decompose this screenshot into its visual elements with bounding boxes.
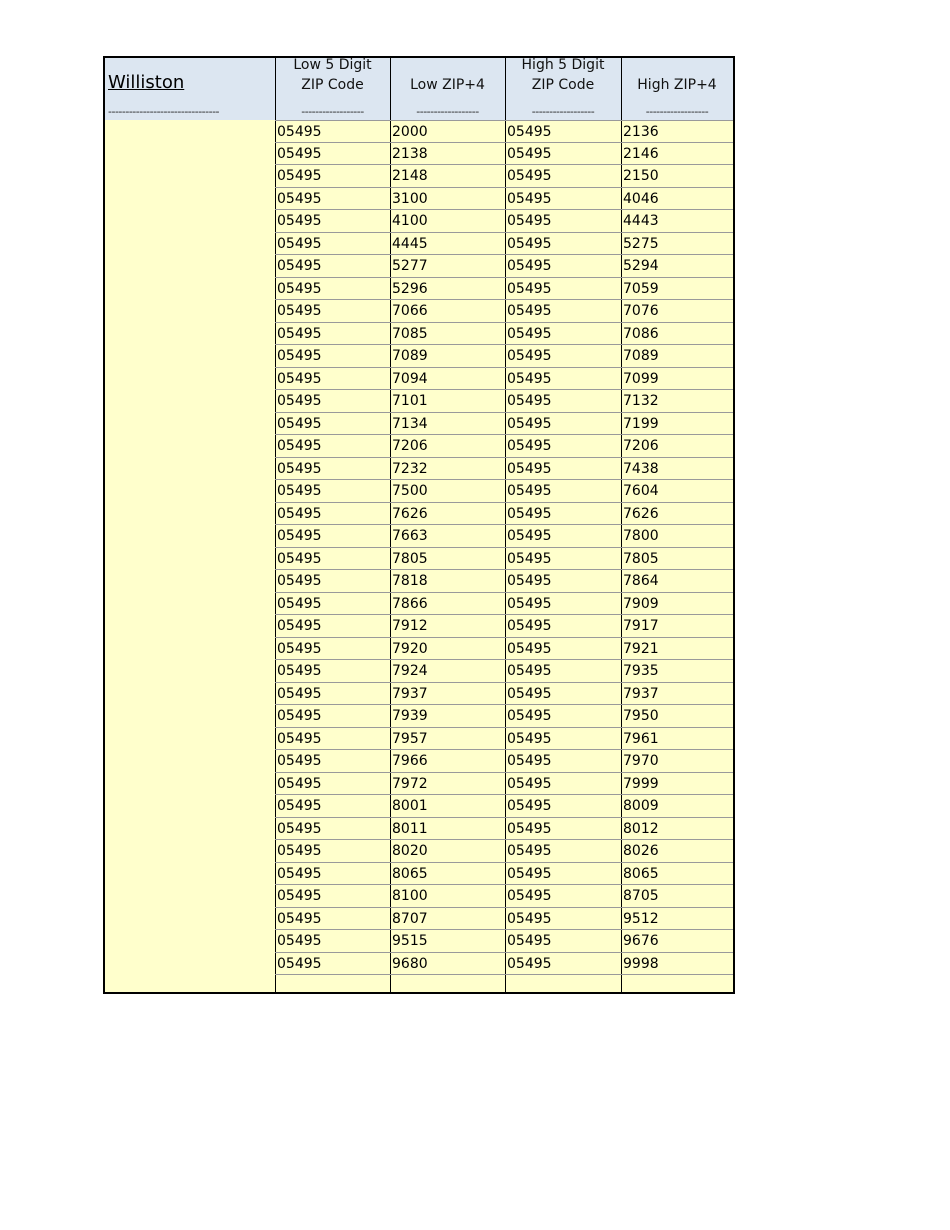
- low-zip4-cell: 2148: [392, 168, 428, 184]
- high-zip-cell: 05495: [507, 685, 552, 702]
- low-zip4-cell: 2000: [392, 124, 428, 140]
- header-dash-rule: ------------------: [416, 105, 479, 118]
- high-zip-cell: 05495: [507, 303, 552, 319]
- high-zip-cell: 05495: [507, 618, 552, 634]
- high-zip4-cell: 7086: [623, 325, 659, 342]
- high-zip-cell: 05495: [507, 865, 552, 882]
- high-zip4-cell: 7206: [623, 438, 659, 454]
- low-zip4-cell: 7085: [392, 325, 428, 342]
- table-row: [275, 683, 733, 706]
- table-row: [275, 818, 733, 841]
- table-row: [275, 458, 733, 481]
- low-zip-cell: 05495: [277, 124, 322, 140]
- high-zip-cell: 05495: [507, 415, 552, 432]
- table-row: [275, 773, 733, 796]
- high-zip4-cell: 7864: [623, 573, 659, 589]
- low-zip4-cell: 5296: [392, 280, 428, 297]
- table-row: [275, 165, 733, 188]
- high-zip4-cell: 7917: [623, 618, 659, 634]
- high-zip4-cell: 7937: [623, 685, 659, 702]
- high-zip-cell: 05495: [507, 280, 552, 297]
- header-city: [105, 58, 275, 120]
- header-label-line1: High 5 Digit: [521, 57, 605, 73]
- high-zip4-cell: 7935: [623, 663, 659, 679]
- high-zip4-cell: 2136: [623, 124, 659, 140]
- high-zip4-cell: 9998: [623, 955, 659, 972]
- low-zip4-cell: 8065: [392, 865, 428, 882]
- low-zip4-cell: 7094: [392, 370, 428, 387]
- low-zip4-cell: 8001: [392, 798, 428, 814]
- low-zip-cell: 05495: [277, 168, 322, 184]
- header-dash-rule: ------------------: [531, 105, 595, 118]
- table-row: [275, 300, 733, 323]
- low-zip4-cell: 8707: [392, 910, 428, 927]
- low-zip-cell: 05495: [277, 528, 322, 544]
- table-row: [275, 930, 733, 953]
- low-zip-cell: 05495: [277, 370, 322, 387]
- low-zip4-cell: 3100: [392, 190, 428, 207]
- table-row: [275, 660, 733, 683]
- low-zip-cell: 05495: [277, 213, 322, 229]
- table-row: [275, 210, 733, 233]
- high-zip-cell: 05495: [507, 528, 552, 544]
- table-row: [275, 188, 733, 211]
- low-zip-cell: 05495: [277, 235, 322, 252]
- high-zip-cell: 05495: [507, 483, 552, 499]
- low-zip4-cell: 7957: [392, 730, 428, 747]
- low-zip4-cell: 5277: [392, 258, 428, 274]
- low-zip4-cell: 7089: [392, 348, 428, 364]
- low-zip-cell: 05495: [277, 843, 322, 859]
- header-label-line1: Low 5 Digit: [293, 57, 372, 73]
- low-zip4-cell: 7939: [392, 708, 428, 724]
- high-zip-cell: 05495: [507, 933, 552, 949]
- low-zip4-cell: 7626: [392, 505, 428, 522]
- high-zip4-cell: 9512: [623, 910, 659, 927]
- header-dash-rule: ------------------: [301, 105, 364, 118]
- low-zip4-cell: 9680: [392, 955, 428, 972]
- low-zip4-cell: 7966: [392, 753, 428, 769]
- low-zip4-cell: 7134: [392, 415, 428, 432]
- city-title: Williston: [108, 72, 185, 93]
- table-row: [275, 143, 733, 166]
- table-row: [275, 548, 733, 571]
- header-label-line2: Low ZIP+4: [410, 77, 485, 93]
- high-zip4-cell: 7089: [623, 348, 659, 364]
- high-zip-cell: 05495: [507, 573, 552, 589]
- high-zip-cell: 05495: [507, 213, 552, 229]
- low-zip4-cell: 9515: [392, 933, 428, 949]
- table-row: [275, 840, 733, 863]
- table-row: [275, 435, 733, 458]
- high-zip-cell: 05495: [507, 190, 552, 207]
- low-zip4-cell: 2138: [392, 145, 428, 162]
- high-zip-cell: 05495: [507, 505, 552, 522]
- table-row: [275, 525, 733, 548]
- low-zip4-cell: 7232: [392, 460, 428, 477]
- table-row: [275, 120, 733, 143]
- low-zip-cell: 05495: [277, 730, 322, 747]
- low-zip-cell: 05495: [277, 663, 322, 679]
- high-zip-cell: 05495: [507, 145, 552, 162]
- high-zip4-cell: 8065: [623, 865, 659, 882]
- high-zip-cell: 05495: [507, 708, 552, 724]
- low-zip4-cell: 7805: [392, 550, 428, 567]
- table-row: [275, 233, 733, 256]
- low-zip-cell: 05495: [277, 325, 322, 342]
- high-zip4-cell: 8705: [623, 888, 659, 904]
- high-zip4-cell: 7604: [623, 483, 659, 499]
- high-zip4-cell: 4046: [623, 190, 659, 207]
- low-zip4-cell: 7500: [392, 483, 428, 499]
- table-row: [275, 570, 733, 593]
- low-zip-cell: 05495: [277, 348, 322, 364]
- high-zip4-cell: 7059: [623, 280, 659, 297]
- table-header: [105, 58, 733, 120]
- low-zip4-cell: 8020: [392, 843, 428, 859]
- high-zip4-cell: 7921: [623, 640, 659, 657]
- high-zip4-cell: 8009: [623, 798, 659, 814]
- header-label-line2: ZIP Code: [301, 77, 364, 93]
- high-zip-cell: 05495: [507, 888, 552, 904]
- high-zip4-cell: 9676: [623, 933, 659, 949]
- low-zip-cell: 05495: [277, 393, 322, 409]
- high-zip4-cell: 5294: [623, 258, 659, 274]
- high-zip-cell: 05495: [507, 820, 552, 837]
- high-zip-cell: 05495: [507, 843, 552, 859]
- table-row: [275, 368, 733, 391]
- table-row: [275, 728, 733, 751]
- header-label-line2: High ZIP+4: [637, 77, 717, 93]
- high-zip4-cell: 7805: [623, 550, 659, 567]
- low-zip-cell: 05495: [277, 595, 322, 612]
- table-row: [275, 795, 733, 818]
- table-row: [275, 323, 733, 346]
- high-zip4-cell: 7132: [623, 393, 659, 409]
- low-zip-cell: 05495: [277, 865, 322, 882]
- high-zip4-cell: 8012: [623, 820, 659, 837]
- low-zip-cell: 05495: [277, 280, 322, 297]
- high-zip-cell: 05495: [507, 550, 552, 567]
- table-row: [275, 908, 733, 931]
- high-zip4-cell: 8026: [623, 843, 659, 859]
- high-zip-cell: 05495: [507, 955, 552, 972]
- table-row: [275, 255, 733, 278]
- header-low-zip4: [390, 58, 505, 120]
- low-zip-cell: 05495: [277, 685, 322, 702]
- header-dash-rule: ------------------: [645, 105, 709, 118]
- high-zip4-cell: 7438: [623, 460, 659, 477]
- high-zip-cell: 05495: [507, 168, 552, 184]
- table-row: [275, 278, 733, 301]
- low-zip4-cell: 7663: [392, 528, 428, 544]
- header-label-line2: ZIP Code: [531, 77, 595, 93]
- high-zip-cell: 05495: [507, 393, 552, 409]
- high-zip-cell: 05495: [507, 775, 552, 792]
- high-zip-cell: 05495: [507, 370, 552, 387]
- low-zip4-cell: 7101: [392, 393, 428, 409]
- table-row: [275, 390, 733, 413]
- low-zip-cell: 05495: [277, 573, 322, 589]
- table-row: [275, 705, 733, 728]
- high-zip4-cell: 4443: [623, 213, 659, 229]
- low-zip4-cell: 8011: [392, 820, 428, 837]
- low-zip4-cell: 7924: [392, 663, 428, 679]
- high-zip-cell: 05495: [507, 798, 552, 814]
- high-zip-cell: 05495: [507, 235, 552, 252]
- high-zip4-cell: 7961: [623, 730, 659, 747]
- high-zip4-cell: 7800: [623, 528, 659, 544]
- header-high-zip: [505, 58, 621, 120]
- high-zip4-cell: 7099: [623, 370, 659, 387]
- low-zip4-cell: 7066: [392, 303, 428, 319]
- low-zip4-cell: 7920: [392, 640, 428, 657]
- table-body: [275, 120, 733, 975]
- high-zip4-cell: 2146: [623, 145, 659, 162]
- high-zip4-cell: 7626: [623, 505, 659, 522]
- header-low-zip: [275, 58, 390, 120]
- high-zip-cell: 05495: [507, 640, 552, 657]
- low-zip-cell: 05495: [277, 505, 322, 522]
- low-zip4-cell: 7206: [392, 438, 428, 454]
- low-zip-cell: 05495: [277, 955, 322, 972]
- low-zip-cell: 05495: [277, 910, 322, 927]
- high-zip-cell: 05495: [507, 753, 552, 769]
- low-zip-cell: 05495: [277, 820, 322, 837]
- high-zip-cell: 05495: [507, 438, 552, 454]
- low-zip-cell: 05495: [277, 775, 322, 792]
- table-row: [275, 593, 733, 616]
- table-row: [275, 863, 733, 886]
- table-row: [275, 953, 733, 976]
- low-zip-cell: 05495: [277, 415, 322, 432]
- low-zip4-cell: 4445: [392, 235, 428, 252]
- table-row: [275, 638, 733, 661]
- high-zip-cell: 05495: [507, 348, 552, 364]
- high-zip-cell: 05495: [507, 730, 552, 747]
- low-zip4-cell: 7912: [392, 618, 428, 634]
- table-row: [275, 750, 733, 773]
- header-dash-rule: --------------------------------: [108, 105, 220, 118]
- low-zip4-cell: 7818: [392, 573, 428, 589]
- high-zip-cell: 05495: [507, 258, 552, 274]
- low-zip4-cell: 7972: [392, 775, 428, 792]
- low-zip4-cell: 8100: [392, 888, 428, 904]
- low-zip-cell: 05495: [277, 550, 322, 567]
- table-row: [275, 615, 733, 638]
- high-zip4-cell: 7199: [623, 415, 659, 432]
- low-zip-cell: 05495: [277, 438, 322, 454]
- table-row: [275, 413, 733, 436]
- low-zip-cell: 05495: [277, 145, 322, 162]
- header-high-zip4: [621, 58, 733, 120]
- low-zip4-cell: 4100: [392, 213, 428, 229]
- high-zip-cell: 05495: [507, 325, 552, 342]
- high-zip4-cell: 7950: [623, 708, 659, 724]
- low-zip-cell: 05495: [277, 933, 322, 949]
- high-zip4-cell: 7970: [623, 753, 659, 769]
- low-zip-cell: 05495: [277, 483, 322, 499]
- low-zip-cell: 05495: [277, 460, 322, 477]
- high-zip4-cell: 7999: [623, 775, 659, 792]
- high-zip-cell: 05495: [507, 460, 552, 477]
- low-zip4-cell: 7866: [392, 595, 428, 612]
- high-zip4-cell: 7909: [623, 595, 659, 612]
- zip-range-table: [103, 56, 735, 994]
- high-zip-cell: 05495: [507, 124, 552, 140]
- table-row: [275, 345, 733, 368]
- low-zip4-cell: 7937: [392, 685, 428, 702]
- high-zip4-cell: 7076: [623, 303, 659, 319]
- table-row: [275, 885, 733, 908]
- table-row: [275, 503, 733, 526]
- high-zip4-cell: 5275: [623, 235, 659, 252]
- high-zip-cell: 05495: [507, 663, 552, 679]
- low-zip-cell: 05495: [277, 753, 322, 769]
- low-zip-cell: 05495: [277, 798, 322, 814]
- low-zip-cell: 05495: [277, 888, 322, 904]
- low-zip-cell: 05495: [277, 640, 322, 657]
- high-zip-cell: 05495: [507, 910, 552, 927]
- low-zip-cell: 05495: [277, 708, 322, 724]
- low-zip-cell: 05495: [277, 258, 322, 274]
- low-zip-cell: 05495: [277, 303, 322, 319]
- table-row: [275, 480, 733, 503]
- high-zip-cell: 05495: [507, 595, 552, 612]
- high-zip4-cell: 2150: [623, 168, 659, 184]
- low-zip-cell: 05495: [277, 190, 322, 207]
- low-zip-cell: 05495: [277, 618, 322, 634]
